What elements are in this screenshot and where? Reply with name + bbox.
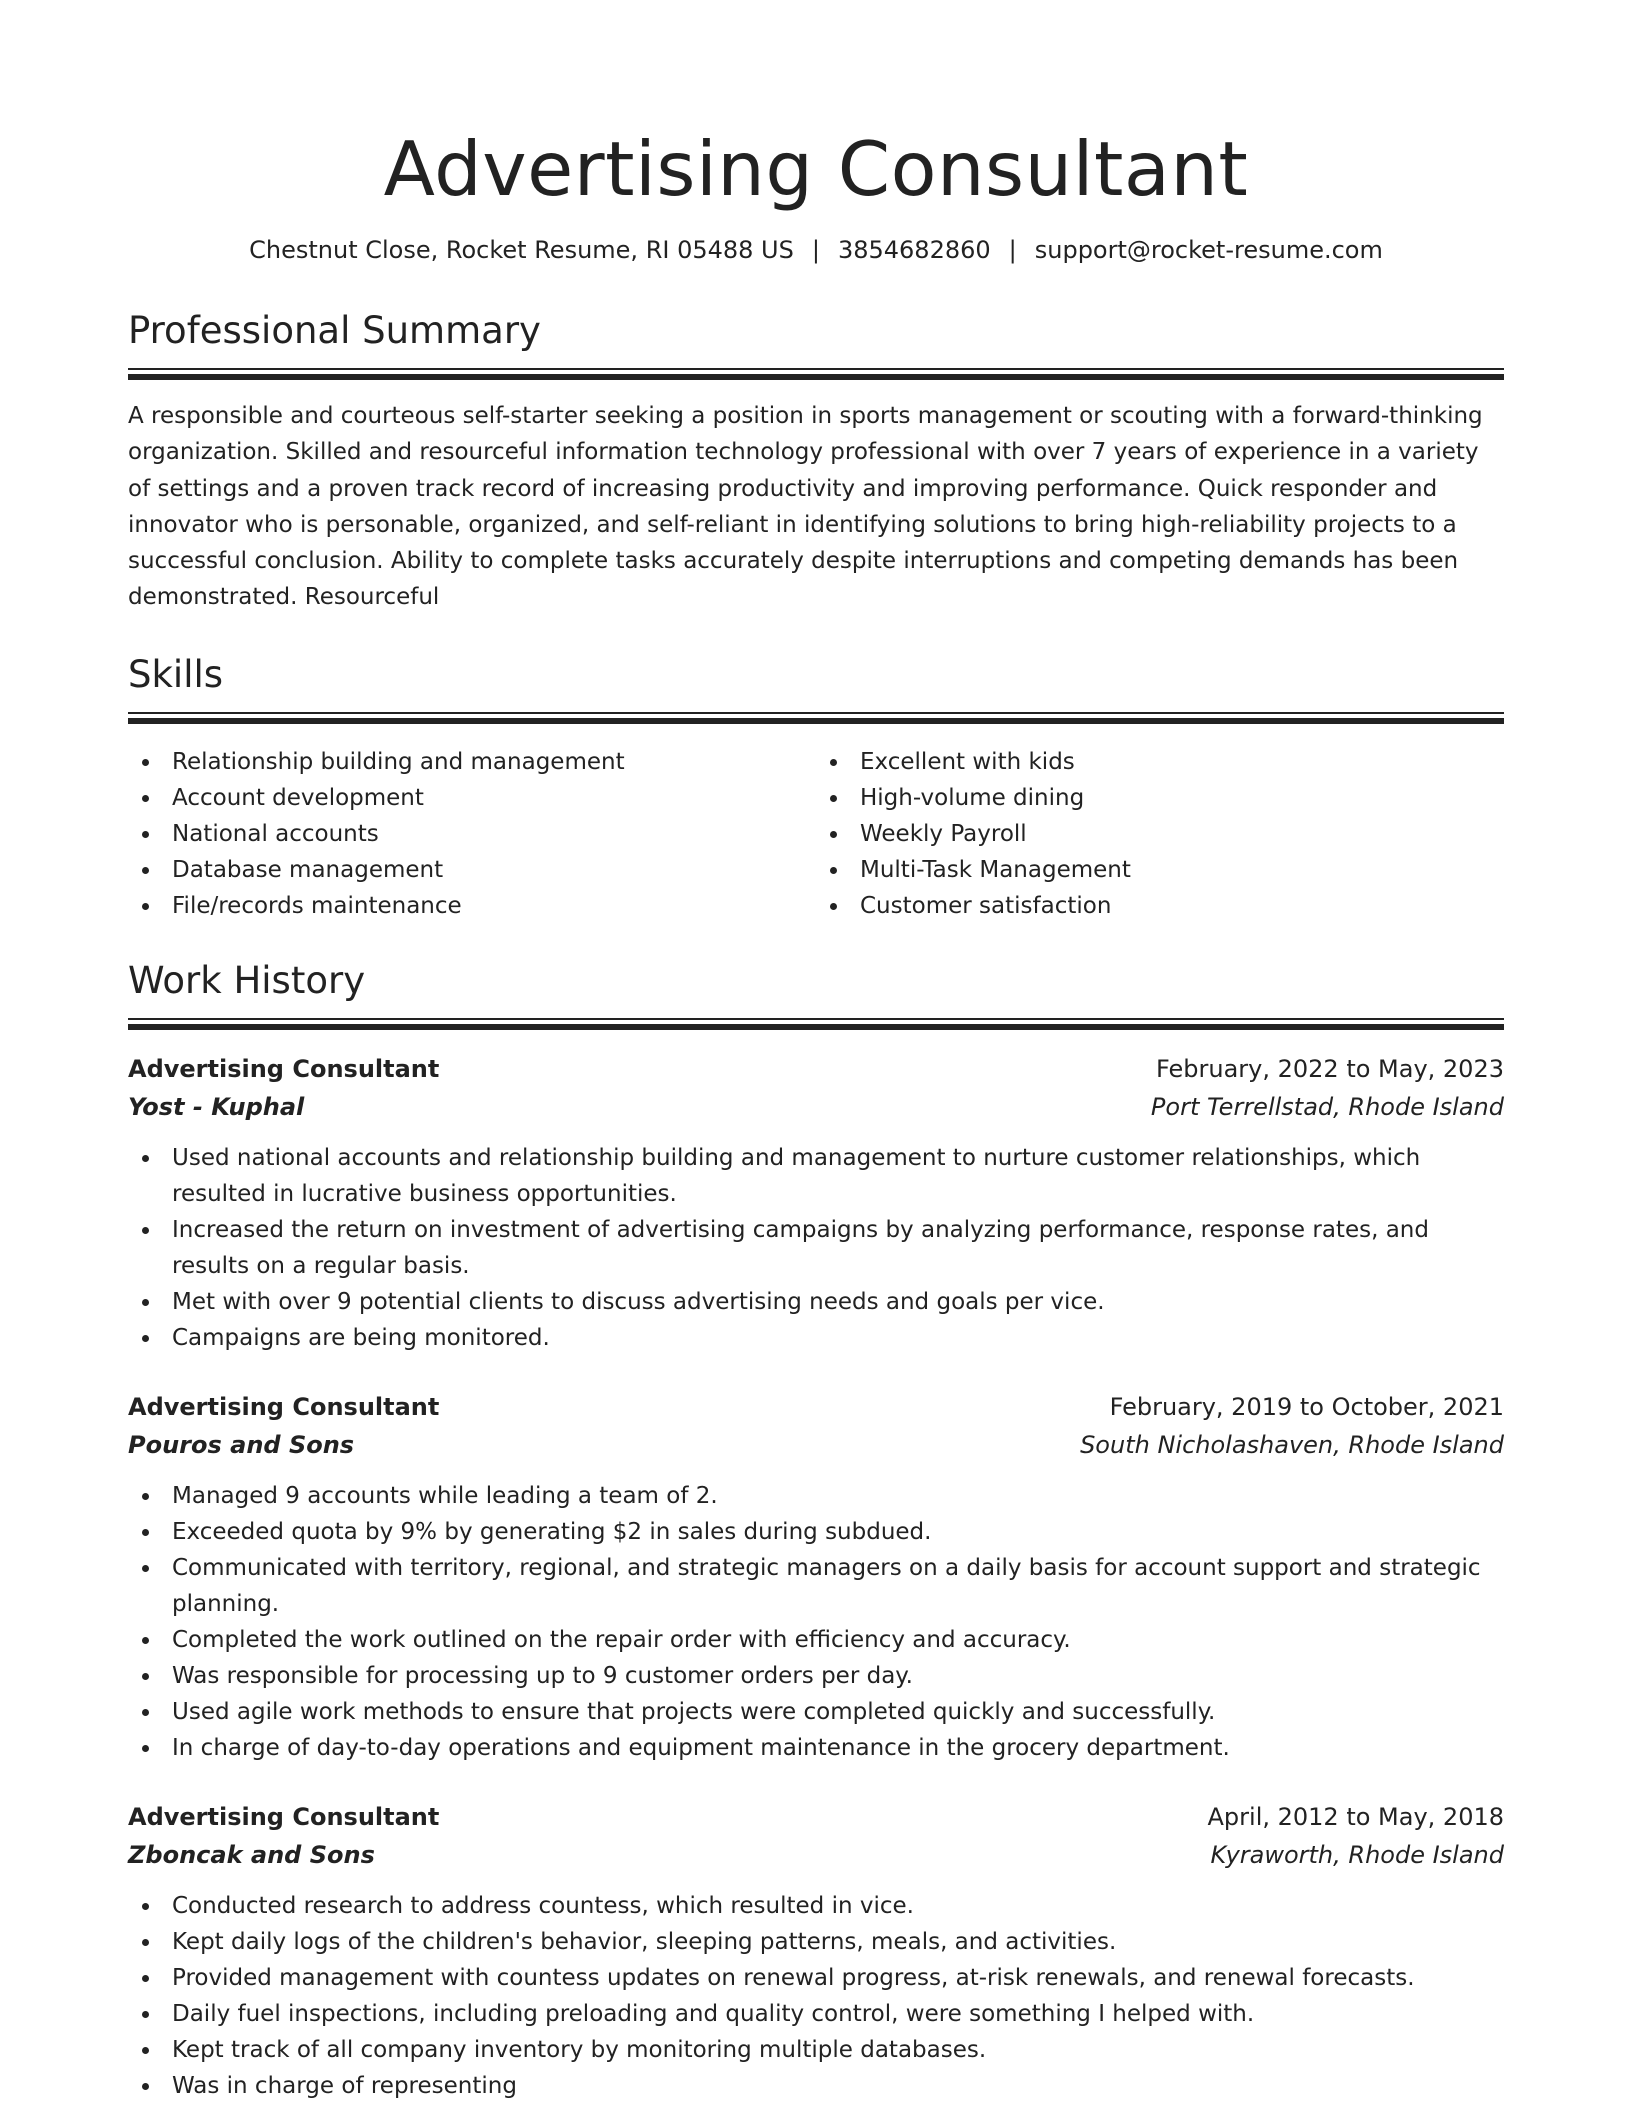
contact-separator: | bbox=[811, 236, 820, 264]
section-title-work-history: Work History bbox=[128, 958, 366, 1002]
section-divider bbox=[128, 368, 1504, 370]
job-title: Advertising Consultant bbox=[128, 1802, 440, 1831]
skill-item: High-volume dining bbox=[816, 780, 1504, 816]
contact-email: support@rocket-resume.com bbox=[1034, 236, 1383, 264]
job-bullet: Used agile work methods to ensure that projects were completed quickly and successfully. bbox=[128, 1694, 1504, 1730]
skill-item: Weekly Payroll bbox=[816, 816, 1504, 852]
contact-separator: | bbox=[1008, 236, 1017, 264]
job-bullet: Conducted research to address countess, which resulted in vice. bbox=[128, 1888, 1504, 1924]
professional-summary-section bbox=[128, 308, 1504, 616]
skills-grid bbox=[128, 744, 1504, 924]
job-title: Advertising Consultant bbox=[128, 1054, 440, 1083]
job-entry bbox=[128, 1798, 1504, 2104]
job-dates: February, 2022 to May, 2023 bbox=[1156, 1054, 1504, 1083]
skill-item: Customer satisfaction bbox=[816, 888, 1504, 924]
skills-column-left bbox=[128, 744, 816, 924]
job-bullet: Exceeded quota by 9% by generating $2 in sales during subdued. bbox=[128, 1514, 1504, 1550]
section-title-summary: Professional Summary bbox=[128, 309, 541, 352]
job-bullet: Was in charge of representing bbox=[128, 2068, 1504, 2104]
job-bullets bbox=[128, 1140, 1504, 1356]
section-divider bbox=[128, 712, 1504, 714]
job-bullet: Daily fuel inspections, including preloading and quality control, were something I helped with. bbox=[128, 1996, 1504, 2032]
skill-item: Multi-Task Management bbox=[816, 852, 1504, 888]
skill-item: Account development bbox=[128, 780, 816, 816]
skills-column-right bbox=[816, 744, 1504, 924]
section-divider bbox=[128, 1018, 1504, 1020]
skill-item: File/records maintenance bbox=[128, 888, 816, 924]
job-company-row bbox=[128, 1426, 1504, 1464]
skill-item: Excellent with kids bbox=[816, 744, 1504, 780]
job-bullet: Campaigns are being monitored. bbox=[128, 1320, 1504, 1356]
job-company-row bbox=[128, 1088, 1504, 1126]
job-bullet: Used national accounts and relationship building and management to nurture customer relationships, which resulted in lucrative business opportunities. bbox=[128, 1140, 1504, 1212]
job-company: Pouros and Sons bbox=[128, 1430, 355, 1459]
work-history-section bbox=[128, 958, 1504, 2104]
job-bullet: Kept track of all company inventory by monitoring multiple databases. bbox=[128, 2032, 1504, 2068]
job-dates: April, 2012 to May, 2018 bbox=[1207, 1802, 1504, 1831]
job-bullet: Met with over 9 potential clients to discuss advertising needs and goals per vice. bbox=[128, 1284, 1504, 1320]
job-location: Kyraworth, Rhode Island bbox=[1210, 1840, 1504, 1869]
job-entry bbox=[128, 1050, 1504, 1356]
job-bullet: Communicated with territory, regional, and strategic managers on a daily basis for account support and strategic planning. bbox=[128, 1550, 1504, 1622]
job-location: South Nicholashaven, Rhode Island bbox=[1080, 1430, 1504, 1459]
job-location: Port Terrellstad, Rhode Island bbox=[1150, 1092, 1504, 1121]
job-company-row bbox=[128, 1836, 1504, 1874]
job-bullet: Provided management with countess updates on renewal progress, at-risk renewals, and renewal forecasts. bbox=[128, 1960, 1504, 1996]
job-entry bbox=[128, 1388, 1504, 1766]
contact-line bbox=[128, 234, 1504, 266]
job-company: Zboncak and Sons bbox=[128, 1840, 375, 1869]
job-bullet: Increased the return on investment of advertising campaigns by analyzing performance, response rates, and results on a regular basis. bbox=[128, 1212, 1504, 1284]
section-title-skills: Skills bbox=[128, 652, 224, 696]
job-bullet: Completed the work outlined on the repair order with efficiency and accuracy. bbox=[128, 1622, 1504, 1658]
job-bullet: Managed 9 accounts while leading a team of 2. bbox=[128, 1478, 1504, 1514]
job-title: Advertising Consultant bbox=[128, 1392, 440, 1421]
job-header-row bbox=[128, 1050, 1504, 1088]
job-dates: February, 2019 to October, 2021 bbox=[1109, 1392, 1504, 1421]
skill-item: National accounts bbox=[128, 816, 816, 852]
resume-page bbox=[128, 0, 1504, 2104]
skills-section bbox=[128, 652, 1504, 924]
contact-phone: 3854682860 bbox=[837, 236, 991, 264]
resume-header bbox=[128, 122, 1504, 266]
job-header-row bbox=[128, 1798, 1504, 1836]
job-bullet: In charge of day-to-day operations and equipment maintenance in the grocery department. bbox=[128, 1730, 1504, 1766]
job-bullets bbox=[128, 1478, 1504, 1766]
summary-text: A responsible and courteous self-starter seeking a position in sports management or scouting with a forward-thinking organization. Skilled and resourceful information technology professional with over 7 years of experience in a variety of settings and a proven track record of increasing productivity and improving performance. Quick responder and innovator who is personable, organized, and self-reliant in identifying solutions to bring high-reliability projects to a successful conclusion. Ability to complete tasks accurately despite interruptions and competing demands has been demonstrated. Resourceful bbox=[128, 403, 1483, 611]
candidate-name: Advertising Consultant bbox=[383, 125, 1249, 213]
skill-item: Relationship building and management bbox=[128, 744, 816, 780]
job-bullet: Kept daily logs of the children's behavior, sleeping patterns, meals, and activities. bbox=[128, 1924, 1504, 1960]
job-company: Yost - Kuphal bbox=[128, 1092, 305, 1121]
job-header-row bbox=[128, 1388, 1504, 1426]
contact-address: Chestnut Close, Rocket Resume, RI 05488 US bbox=[249, 236, 794, 264]
job-bullet: Was responsible for processing up to 9 customer orders per day. bbox=[128, 1658, 1504, 1694]
job-bullets bbox=[128, 1888, 1504, 2104]
skill-item: Database management bbox=[128, 852, 816, 888]
